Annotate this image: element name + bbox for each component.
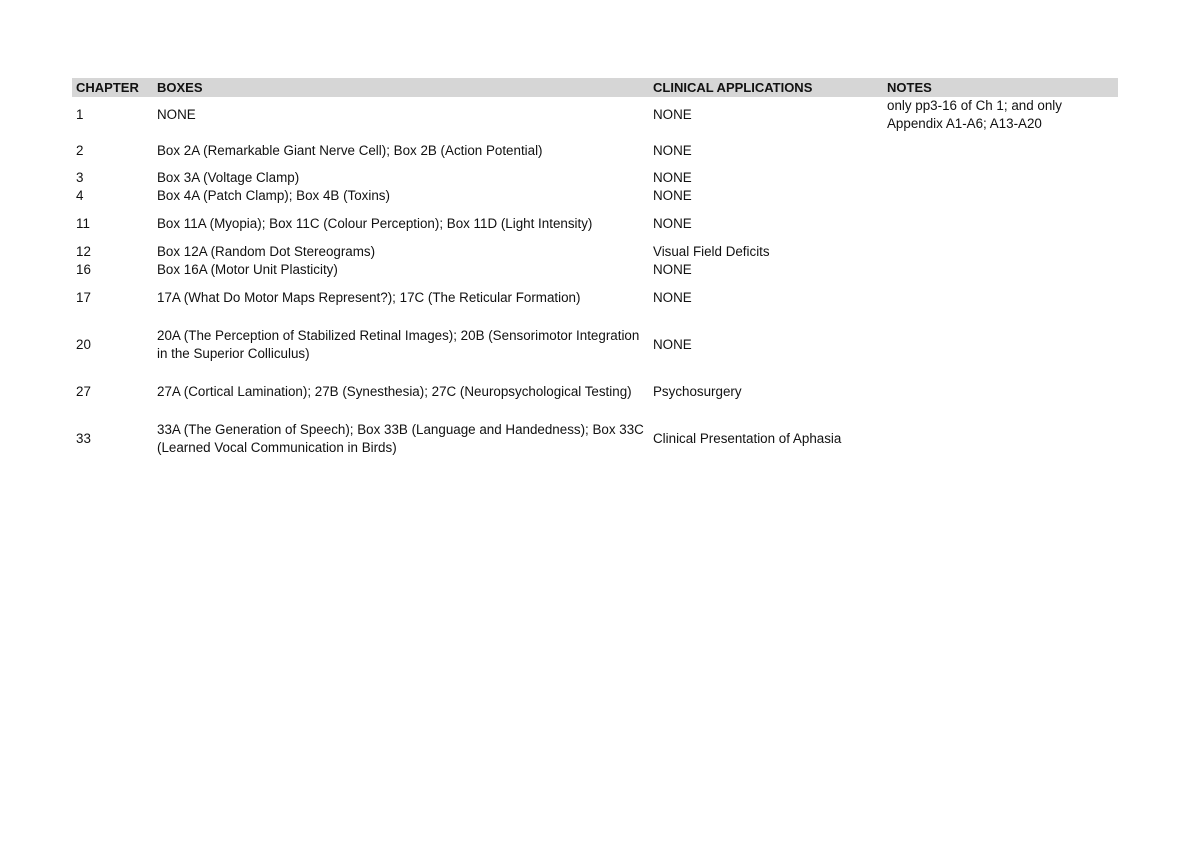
cell-notes — [883, 411, 1118, 467]
cell-boxes: Box 4A (Patch Clamp); Box 4B (Toxins) — [157, 188, 390, 203]
header-boxes: BOXES — [153, 78, 649, 97]
cell-notes — [883, 261, 1118, 279]
cell-boxes: 20A (The Perception of Stabilized Retinal Images); 20B (Sensorimotor Integration in the Superior Colliculus) — [157, 328, 640, 361]
cell-chapter: 1 — [76, 107, 84, 122]
table-row — [72, 279, 1118, 317]
cell-chapter: 2 — [76, 143, 84, 158]
cell-boxes: Box 2A (Remarkable Giant Nerve Cell); Box 2B (Action Potential) — [157, 143, 543, 158]
cell-boxes: Box 12A (Random Dot Stereograms) — [157, 244, 376, 259]
cell-notes — [883, 205, 1118, 243]
cell-notes — [883, 169, 1118, 187]
cell-notes — [883, 373, 1118, 411]
table-row — [72, 317, 1118, 373]
header-row — [72, 78, 1118, 97]
cell-boxes: 33A (The Generation of Speech); Box 33B (Language and Handedness); Box 33C (Learned Vocal Communication in Birds) — [157, 422, 644, 455]
header-chapter: CHAPTER — [72, 78, 153, 97]
cell-notes: only pp3-16 of Ch 1; and only Appendix A1-A6; A13-A20 — [887, 98, 1062, 131]
cell-chapter: 12 — [76, 244, 91, 259]
cell-chapter: 33 — [76, 431, 91, 446]
table-row — [72, 205, 1118, 243]
cell-boxes: NONE — [157, 107, 196, 122]
cell-notes — [883, 279, 1118, 317]
cell-notes — [883, 187, 1118, 205]
cell-boxes: 17A (What Do Motor Maps Represent?); 17C (The Reticular Formation) — [157, 290, 581, 305]
cell-chapter: 4 — [76, 188, 84, 203]
cell-clinical: Psychosurgery — [653, 384, 742, 399]
table-row — [72, 133, 1118, 169]
cell-clinical: NONE — [653, 337, 692, 352]
cell-clinical: NONE — [653, 170, 692, 185]
header-clinical-applications: CLINICAL APPLICATIONS — [649, 78, 883, 97]
header-notes: NOTES — [883, 78, 1118, 97]
cell-boxes: Box 11A (Myopia); Box 11C (Colour Perception); Box 11D (Light Intensity) — [157, 216, 593, 231]
cell-clinical: Clinical Presentation of Aphasia — [653, 431, 842, 446]
chapter-table-sheet — [72, 78, 1118, 467]
cell-clinical: NONE — [653, 290, 692, 305]
cell-boxes: 27A (Cortical Lamination); 27B (Synesthesia); 27C (Neuropsychological Testing) — [157, 384, 632, 399]
cell-chapter: 17 — [76, 290, 91, 305]
cell-chapter: 16 — [76, 262, 91, 277]
cell-clinical: NONE — [653, 188, 692, 203]
cell-boxes: Box 16A (Motor Unit Plasticity) — [157, 262, 338, 277]
cell-notes — [883, 133, 1118, 169]
table-row — [72, 411, 1118, 467]
cell-clinical: NONE — [653, 107, 692, 122]
table-row — [72, 169, 1118, 187]
cell-clinical: NONE — [653, 143, 692, 158]
cell-chapter: 20 — [76, 337, 91, 352]
table-row — [72, 243, 1118, 261]
cell-chapter: 11 — [76, 216, 90, 231]
table-row — [72, 261, 1118, 279]
cell-clinical: NONE — [653, 262, 692, 277]
cell-notes — [883, 317, 1118, 373]
cell-clinical: Visual Field Deficits — [653, 244, 770, 259]
table-row — [72, 97, 1118, 133]
cell-chapter: 27 — [76, 384, 91, 399]
cell-chapter: 3 — [76, 170, 84, 185]
table-row — [72, 373, 1118, 411]
cell-clinical: NONE — [653, 216, 692, 231]
table-row — [72, 187, 1118, 205]
chapter-table — [72, 78, 1118, 467]
cell-notes — [883, 243, 1118, 261]
cell-boxes: Box 3A (Voltage Clamp) — [157, 170, 300, 185]
